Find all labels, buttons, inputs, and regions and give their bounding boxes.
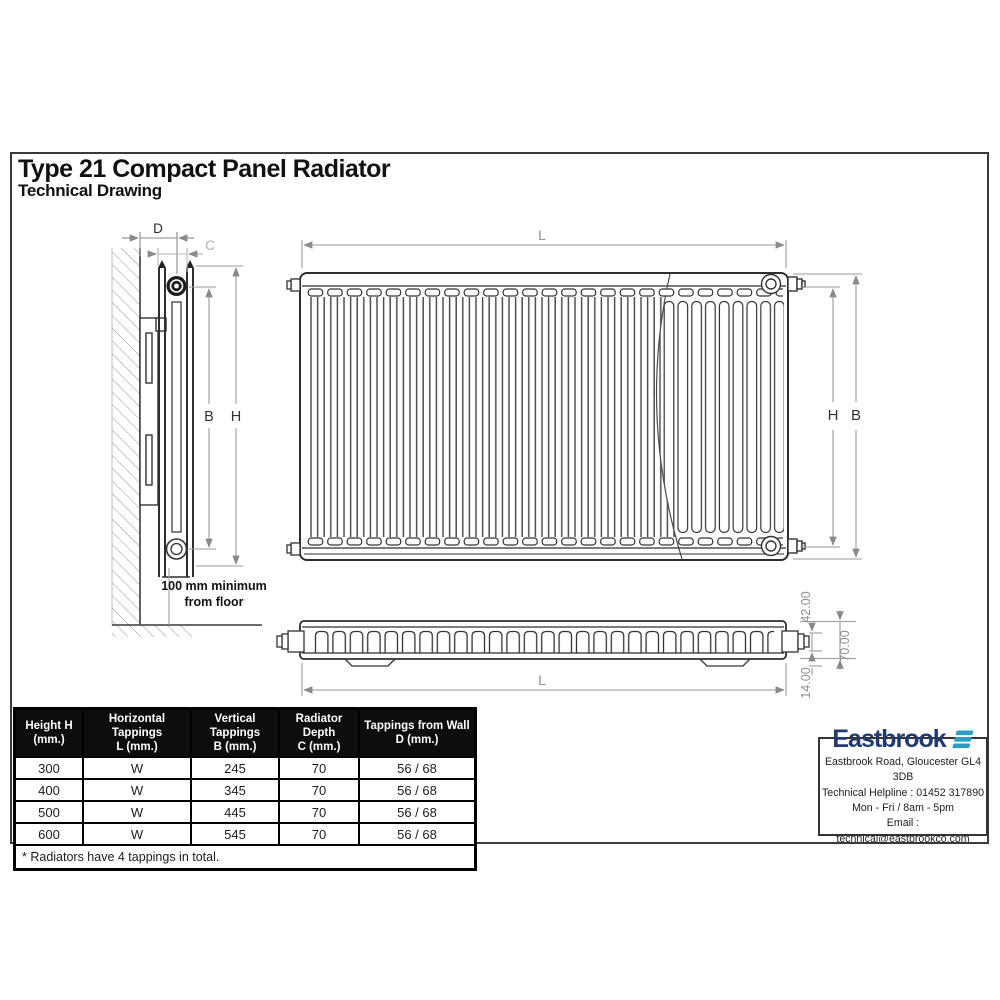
col-header-height: Height H (mm.) — [15, 709, 84, 758]
table-footnote-row — [15, 845, 476, 870]
dim-d-label: D — [153, 221, 163, 236]
company-contact-box — [818, 724, 988, 845]
top-view — [277, 591, 856, 698]
col-header-vertical-tappings: Vertical Tappings B (mm.) — [191, 709, 279, 758]
cell: 56 / 68 — [359, 823, 476, 845]
cell: W — [83, 757, 191, 779]
front-tapping-top-left — [287, 279, 300, 291]
cell: 56 / 68 — [359, 801, 476, 823]
convector-loops — [312, 630, 774, 653]
company-address: Eastbrook Road, Gloucester GL4 3DB — [824, 755, 982, 784]
dim-c-label: C — [205, 238, 215, 253]
company-email: Email : technical@eastbrookco.com — [836, 817, 970, 845]
dim-b-front-label: B — [850, 407, 862, 424]
table-row — [15, 757, 476, 779]
dim-14-label: 14.00 — [799, 667, 813, 699]
cell: W — [83, 779, 191, 801]
brand-row — [820, 724, 986, 753]
table-row — [15, 779, 476, 801]
wall-bracket — [140, 318, 166, 505]
eastbrook-waves-icon — [950, 729, 974, 750]
bracket-tab-left — [345, 659, 395, 666]
dim-l-top-label: L — [538, 672, 546, 688]
top-grille-slots — [306, 288, 783, 297]
cell: 300 — [15, 757, 84, 779]
radiator-profile — [158, 260, 194, 577]
floor-hatch — [112, 625, 192, 637]
cell: 345 — [191, 779, 279, 801]
cell: W — [83, 801, 191, 823]
table-row — [15, 801, 476, 823]
side-tapping-bottom — [167, 539, 187, 559]
dim-l-front-label: L — [538, 227, 546, 243]
table-footnote: * Radiators have 4 tappings in total. — [15, 845, 476, 870]
cell: 70 — [279, 823, 359, 845]
cell: 245 — [191, 757, 279, 779]
cell: 56 / 68 — [359, 757, 476, 779]
cell: 500 — [15, 801, 84, 823]
col-header-tappings-from-wall: Tappings from Wall D (mm.) — [359, 709, 476, 758]
company-hours: Mon - Fri / 8am - 5pm — [852, 802, 954, 814]
rear-panel-slats — [648, 300, 784, 534]
dim-b-side-label: B — [204, 409, 214, 425]
page-title: Type 21 Compact Panel Radiator — [18, 155, 391, 183]
spec-table-header-row — [15, 709, 476, 758]
cell: 600 — [15, 823, 84, 845]
cell: 545 — [191, 823, 279, 845]
top-view-right-cap — [782, 631, 809, 652]
floor-note-line1: 100 mm minimum — [161, 579, 267, 593]
top-view-left-cap — [277, 631, 304, 652]
cell: W — [83, 823, 191, 845]
cell: 70 — [279, 779, 359, 801]
dimension-l-front — [302, 240, 786, 268]
bracket-tab-right — [700, 659, 750, 666]
dim-42-label: 42.00 — [799, 591, 813, 623]
cell: 70 — [279, 757, 359, 779]
dim-h-front-label: H — [827, 407, 839, 424]
cell: 70 — [279, 801, 359, 823]
dim-h-side-label: H — [230, 409, 242, 425]
dim-70-label: 70.00 — [838, 630, 852, 662]
table-row — [15, 823, 476, 845]
brand-name: Eastbrook — [832, 724, 946, 753]
front-tapping-bottom-left — [287, 543, 300, 555]
cell: 445 — [191, 801, 279, 823]
front-view — [287, 227, 862, 560]
col-header-horizontal-tappings: Horizontal Tappings L (mm.) — [83, 709, 191, 758]
page-subtitle: Technical Drawing — [18, 181, 162, 201]
floor-note-line2: from floor — [184, 595, 244, 609]
company-helpline: Technical Helpline : 01452 317890 — [822, 786, 984, 799]
col-header-radiator-depth: Radiator Depth C (mm.) — [279, 709, 359, 758]
dimension-c — [149, 248, 203, 272]
wall-hatch — [112, 248, 140, 625]
cell: 400 — [15, 779, 84, 801]
side-view — [112, 221, 267, 637]
side-tapping-top — [167, 276, 187, 296]
bottom-grille-slots — [306, 537, 783, 546]
spec-table — [13, 707, 477, 871]
cell: 56 / 68 — [359, 779, 476, 801]
